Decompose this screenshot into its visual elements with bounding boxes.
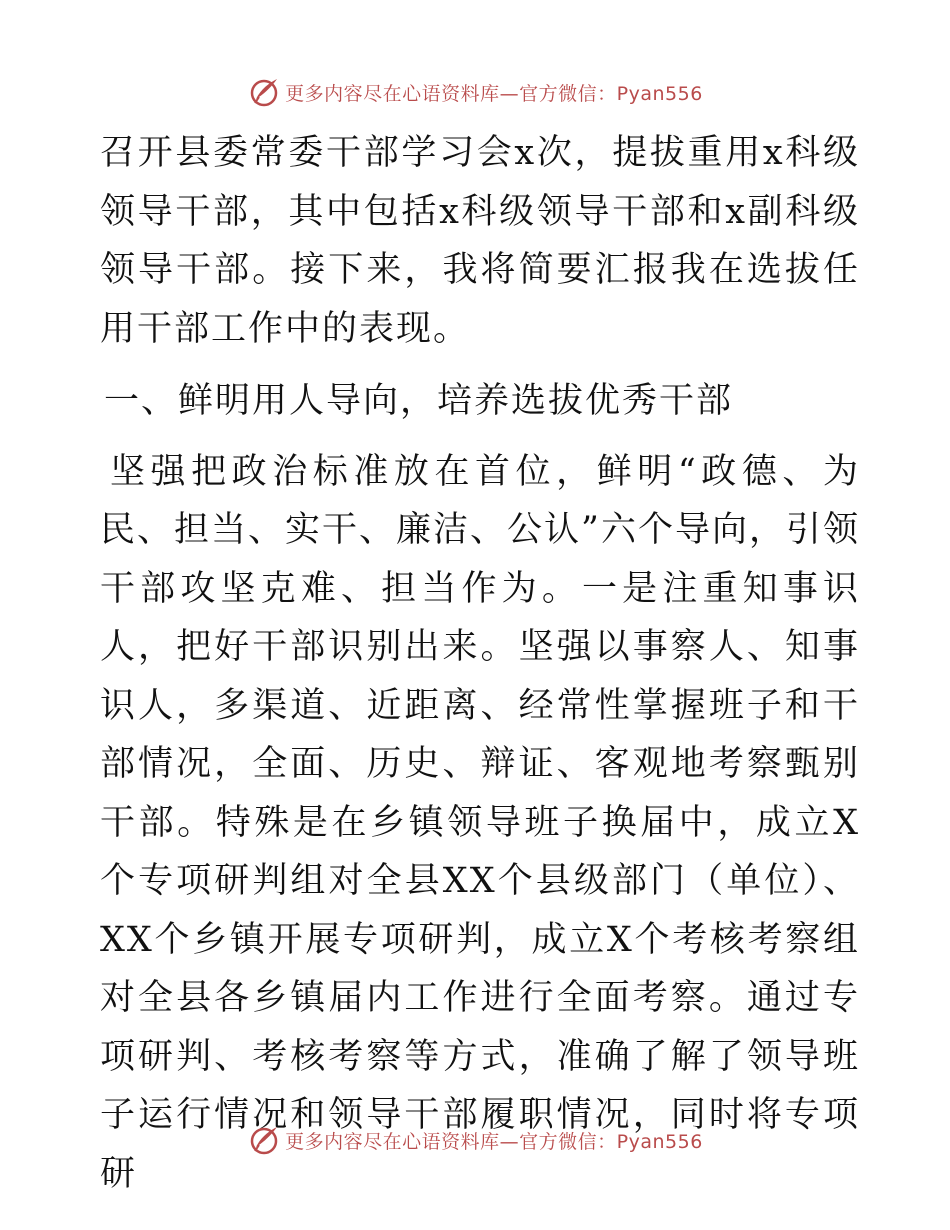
quill-swirl-logo-icon [247, 1123, 281, 1157]
header-banner [0, 72, 950, 112]
quill-swirl-logo-icon [247, 75, 281, 109]
section-heading: 一、鲜明用人导向，培养选拔优秀干部 [104, 381, 734, 421]
header-banner-text: 更多内容尽在心语资料库—官方微信：Pyan556 [285, 82, 703, 105]
document-body [100, 124, 860, 1203]
footer-banner-text: 更多内容尽在心语资料库—官方微信：Pyan556 [285, 1130, 703, 1153]
paragraph-2: 坚强把政治标准放在首位，鲜明“政德、为民、担当、实干、廉洁、公认”六个导向，引领干部攻坚克难、担当作为。一是注重知事识人，把好干部识别出来。坚强以事察人、知事识人，多渠道、近距离、经常性掌握班子和干部情况，全面、历史、辩证、客观地考察甄别干部。特殊是在乡镇领导班子换届中，成立X个专项研判组对全县XX个县级部门（单位）、XX个乡镇开展专项研判，成立X个考核考察组对全县各乡镇届内工作进行全面考察。通过专项研判、考核考察等方式，准确了解了领导班子运行情况和领导干部履职情况，同时将专项研 [100, 451, 860, 1194]
footer-banner [0, 1120, 950, 1160]
paragraph-1: 召开县委常委干部学习会x次，提拔重用x科级领导干部，其中包括x科级领导干部和x副科级领导干部。接下来，我将简要汇报我在选拔任用干部工作中的表现。 [100, 133, 860, 349]
